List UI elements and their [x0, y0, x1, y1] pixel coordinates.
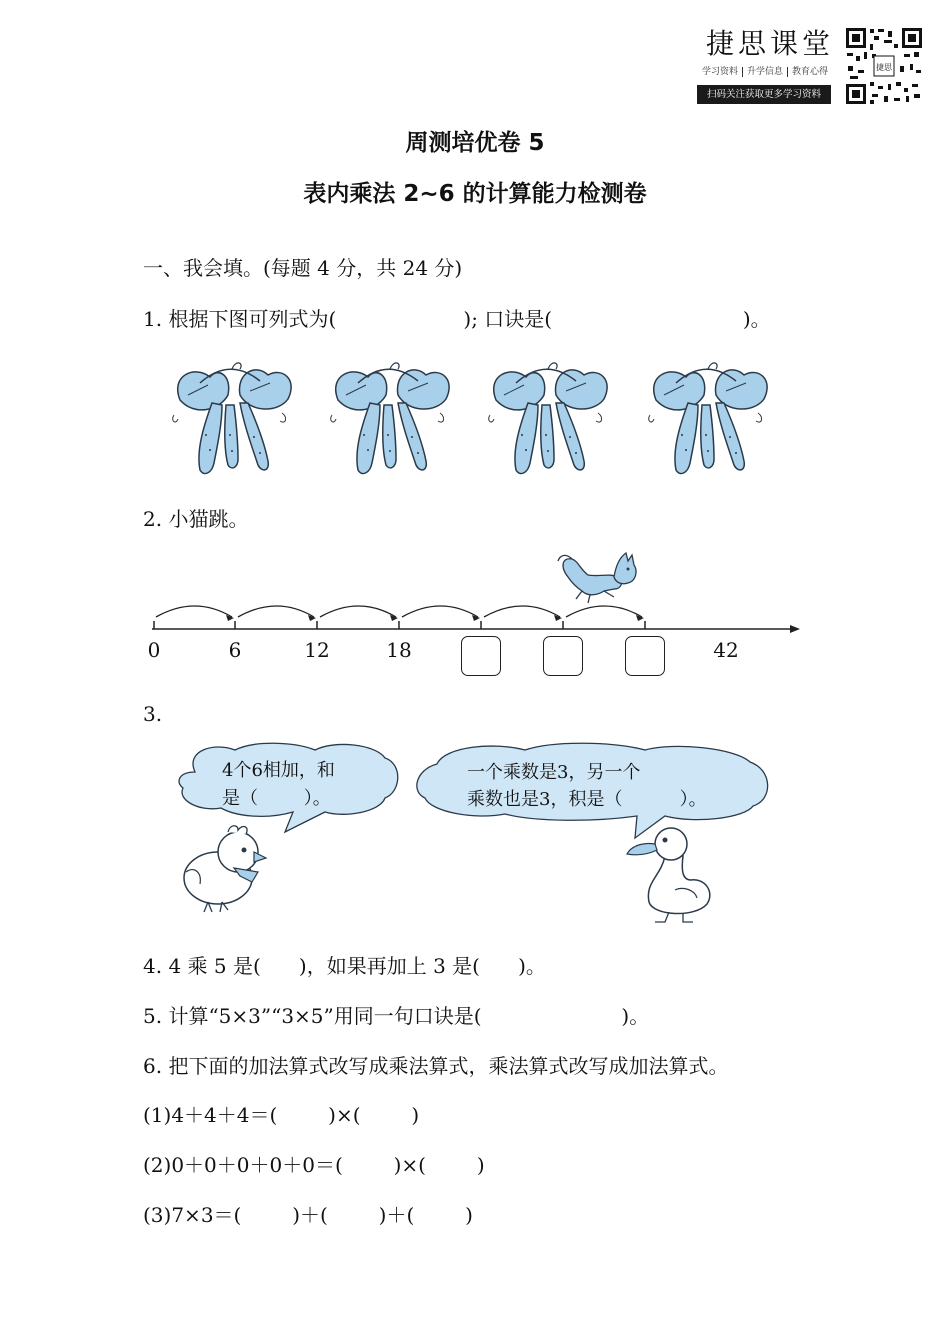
- answer-box[interactable]: [625, 636, 665, 676]
- brand-tags: [698, 64, 832, 77]
- brand-tag: 学习资料: [698, 67, 743, 77]
- brand-bar: 扫码关注获取更多学习资料: [697, 85, 831, 104]
- question-6: 6. 把下面的加法算式改写成乘法算式，乘法算式改写成加法算式。: [143, 1054, 729, 1078]
- bubble-1-line-2: 是（ ）。: [222, 788, 331, 809]
- answer-box[interactable]: [543, 636, 583, 676]
- cucumber-group: [649, 363, 767, 474]
- page-title: 周测培优卷 5: [405, 130, 545, 156]
- number-label: 18: [386, 638, 412, 662]
- duck-icon: [625, 826, 717, 926]
- number-line: [140, 545, 810, 640]
- question-1: 1. 根据下图可列式为( ); 口诀是( )。: [143, 307, 771, 331]
- page-subtitle: 表内乘法 2~6 的计算能力检测卷: [303, 181, 647, 207]
- cucumber-group: [489, 363, 607, 474]
- cucumber-group: [173, 363, 291, 474]
- brand-title: 捷思课堂: [706, 27, 835, 60]
- number-label: 42: [713, 638, 739, 662]
- brand-tag: 教育心得: [792, 67, 829, 77]
- number-label: 6: [228, 638, 242, 662]
- question-2: 2. 小猫跳。: [143, 507, 249, 531]
- cucumber-group: [331, 363, 449, 474]
- section-heading: 一、我会填。(每题 4 分，共 24 分): [143, 256, 463, 280]
- question-5: 5. 计算“5×3”“3×5”用同一句口诀是( )。: [143, 1004, 650, 1028]
- question-3: 3.: [143, 702, 163, 726]
- qr-center-label: 捷思: [876, 63, 892, 72]
- brand-tag: 升学信息: [743, 67, 788, 77]
- chick-icon: [178, 822, 270, 914]
- qr-code[interactable]: [844, 26, 924, 106]
- bubble-1-line-1: 4个6相加，和: [222, 760, 335, 781]
- cat-icon: [558, 553, 636, 603]
- question-4: 4. 4 乘 5 是( )，如果再加上 3 是( )。: [143, 954, 546, 978]
- number-label: 12: [304, 638, 330, 662]
- bubble-2-line-1: 一个乘数是3，另一个: [467, 762, 641, 783]
- question-6-part-3: (3)7×3＝( )＋( )＋( ): [143, 1203, 473, 1227]
- bubble-2-line-2: 乘数也是3，积是（ ）。: [467, 789, 707, 810]
- cucumber-illustrations: [170, 355, 780, 483]
- number-label: 0: [147, 638, 161, 662]
- question-6-part-1: (1)4＋4＋4＝( )×( ): [143, 1103, 420, 1127]
- answer-box[interactable]: [461, 636, 501, 676]
- question-6-part-2: (2)0＋0＋0＋0＋0＝( )×( ): [143, 1153, 485, 1177]
